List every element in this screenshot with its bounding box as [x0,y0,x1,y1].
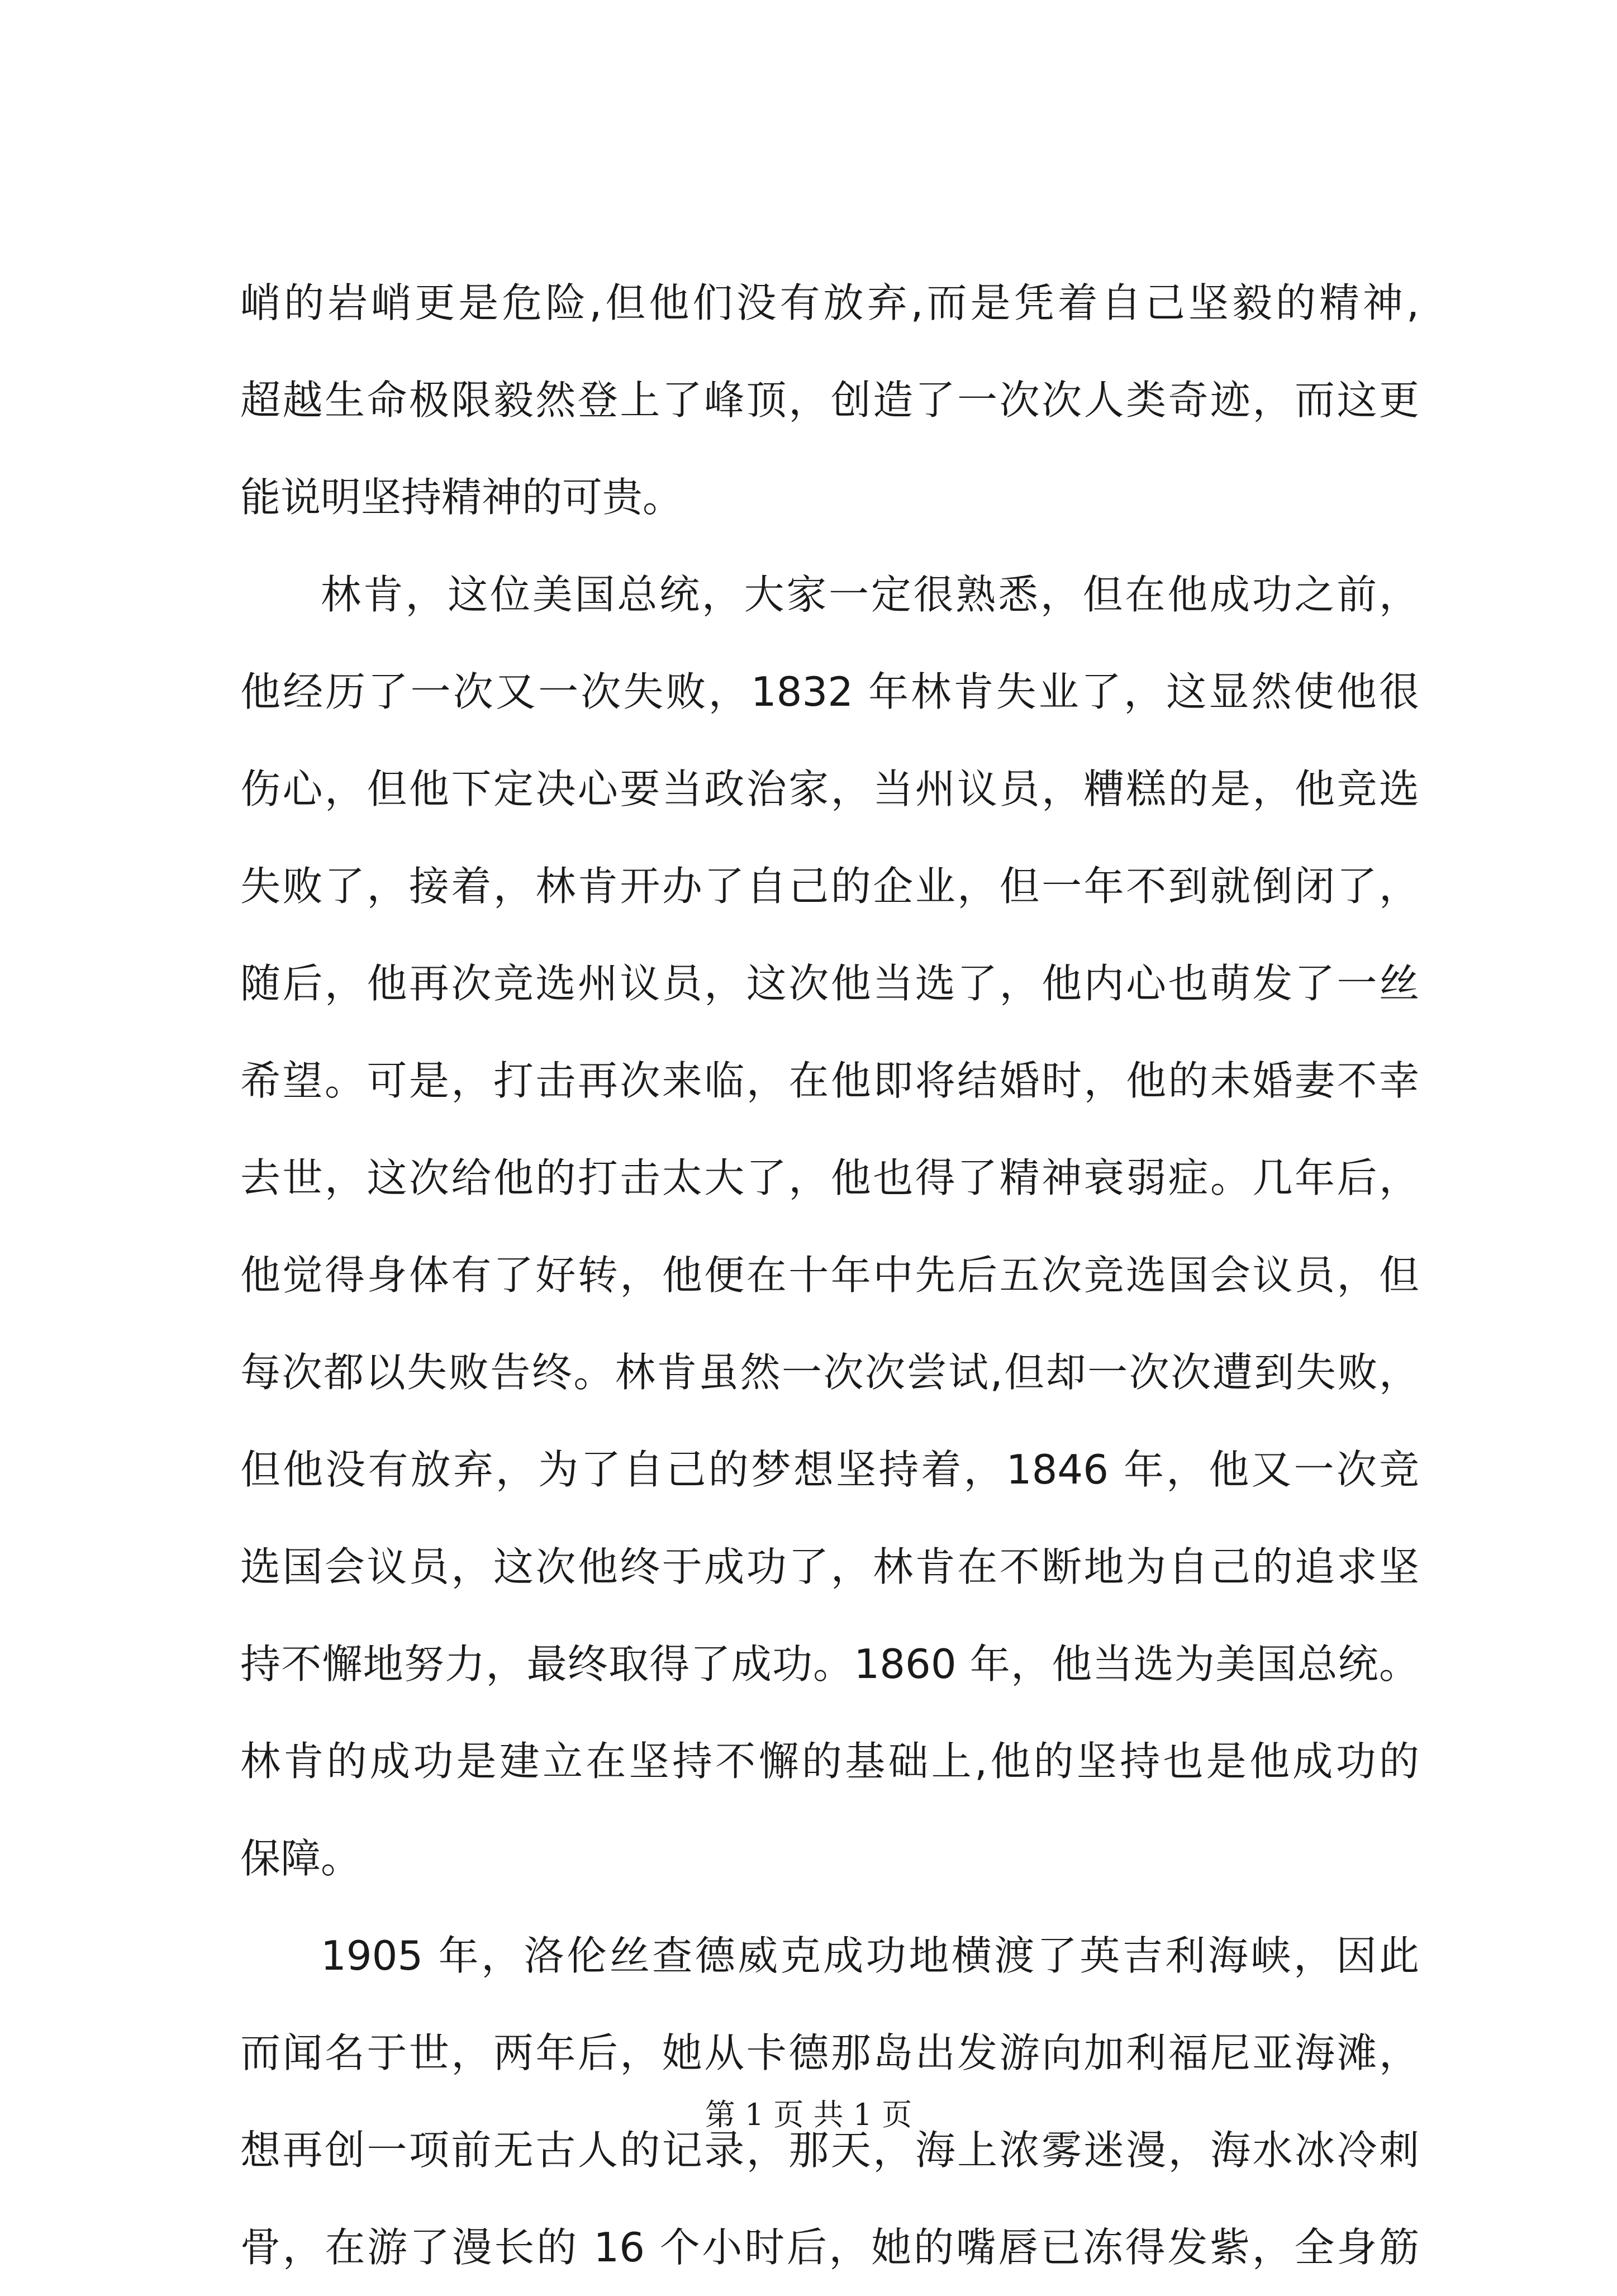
paragraph [240,254,1419,546]
text-line: 而闻名于世，两年后，她从卡德那岛出发游向加利福尼亚海滩， [240,2029,1419,2076]
text-line: 1905 年，洛伦丝查德威克成功地横渡了英吉利海峡，因此 [321,1932,1419,1979]
text-line: 想再创一项前无古人的记录，那天，海上浓雾迷漫，海水冰冷刺 [240,2127,1419,2174]
page-footer: 第 1 页 共 1 页 [705,2097,912,2132]
text-line: 林肯的成功是建立在坚持不懈的基础上,他的坚持也是他成功的 [240,1738,1419,1785]
text-line: 但他没有放弃，为了自己的梦想坚持着，1846 年，他又一次竞 [240,1446,1419,1493]
text-line: 保障。 [240,1835,362,1882]
text-line: 他觉得身体有了好转，他便在十年中先后五次竞选国会议员，但 [240,1252,1419,1299]
text-line: 持不懈地努力，最终取得了成功。1860 年，他当选为美国总统。 [240,1641,1419,1687]
text-line: 伤心，但他下定决心要当政治家，当州议员，糟糕的是，他竞选 [240,766,1419,812]
text-line: 他经历了一次又一次失败，1832 年林肯失业了，这显然使他很 [240,668,1419,715]
body-text [240,254,1419,2296]
paragraph [240,546,1419,1907]
text-line: 能说明坚持精神的可贵。 [240,474,683,521]
text-line: 超越生命极限毅然登上了峰顶，创造了一次次人类奇迹，而这更 [240,377,1419,424]
text-line: 骨，在游了漫长的 16 个小时后，她的嘴唇已冻得发紫，全身筋 [240,2224,1419,2271]
text-line: 去世，这次给他的打击太大了，他也得了精神衰弱症。几年后， [240,1154,1419,1201]
text-line: 每次都以失败告终。林肯虽然一次次尝试,但却一次次遭到失败， [240,1349,1419,1396]
text-line: 林肯，这位美国总统，大家一定很熟悉，但在他成功之前， [321,571,1419,618]
text-line: 随后，他再次竞选州议员，这次他当选了，他内心也萌发了一丝 [240,960,1419,1007]
text-line: 选国会议员，这次他终于成功了，林肯在不断地为自己的追求坚 [240,1543,1419,1590]
text-line: 失败了，接着，林肯开办了自己的企业，但一年不到就倒闭了， [240,863,1419,910]
text-line: 峭的岩峭更是危险,但他们没有放弃,而是凭着自己坚毅的精神, [240,279,1419,326]
text-line: 希望。可是，打击再次来临，在他即将结婚时，他的未婚妻不幸 [240,1057,1419,1104]
